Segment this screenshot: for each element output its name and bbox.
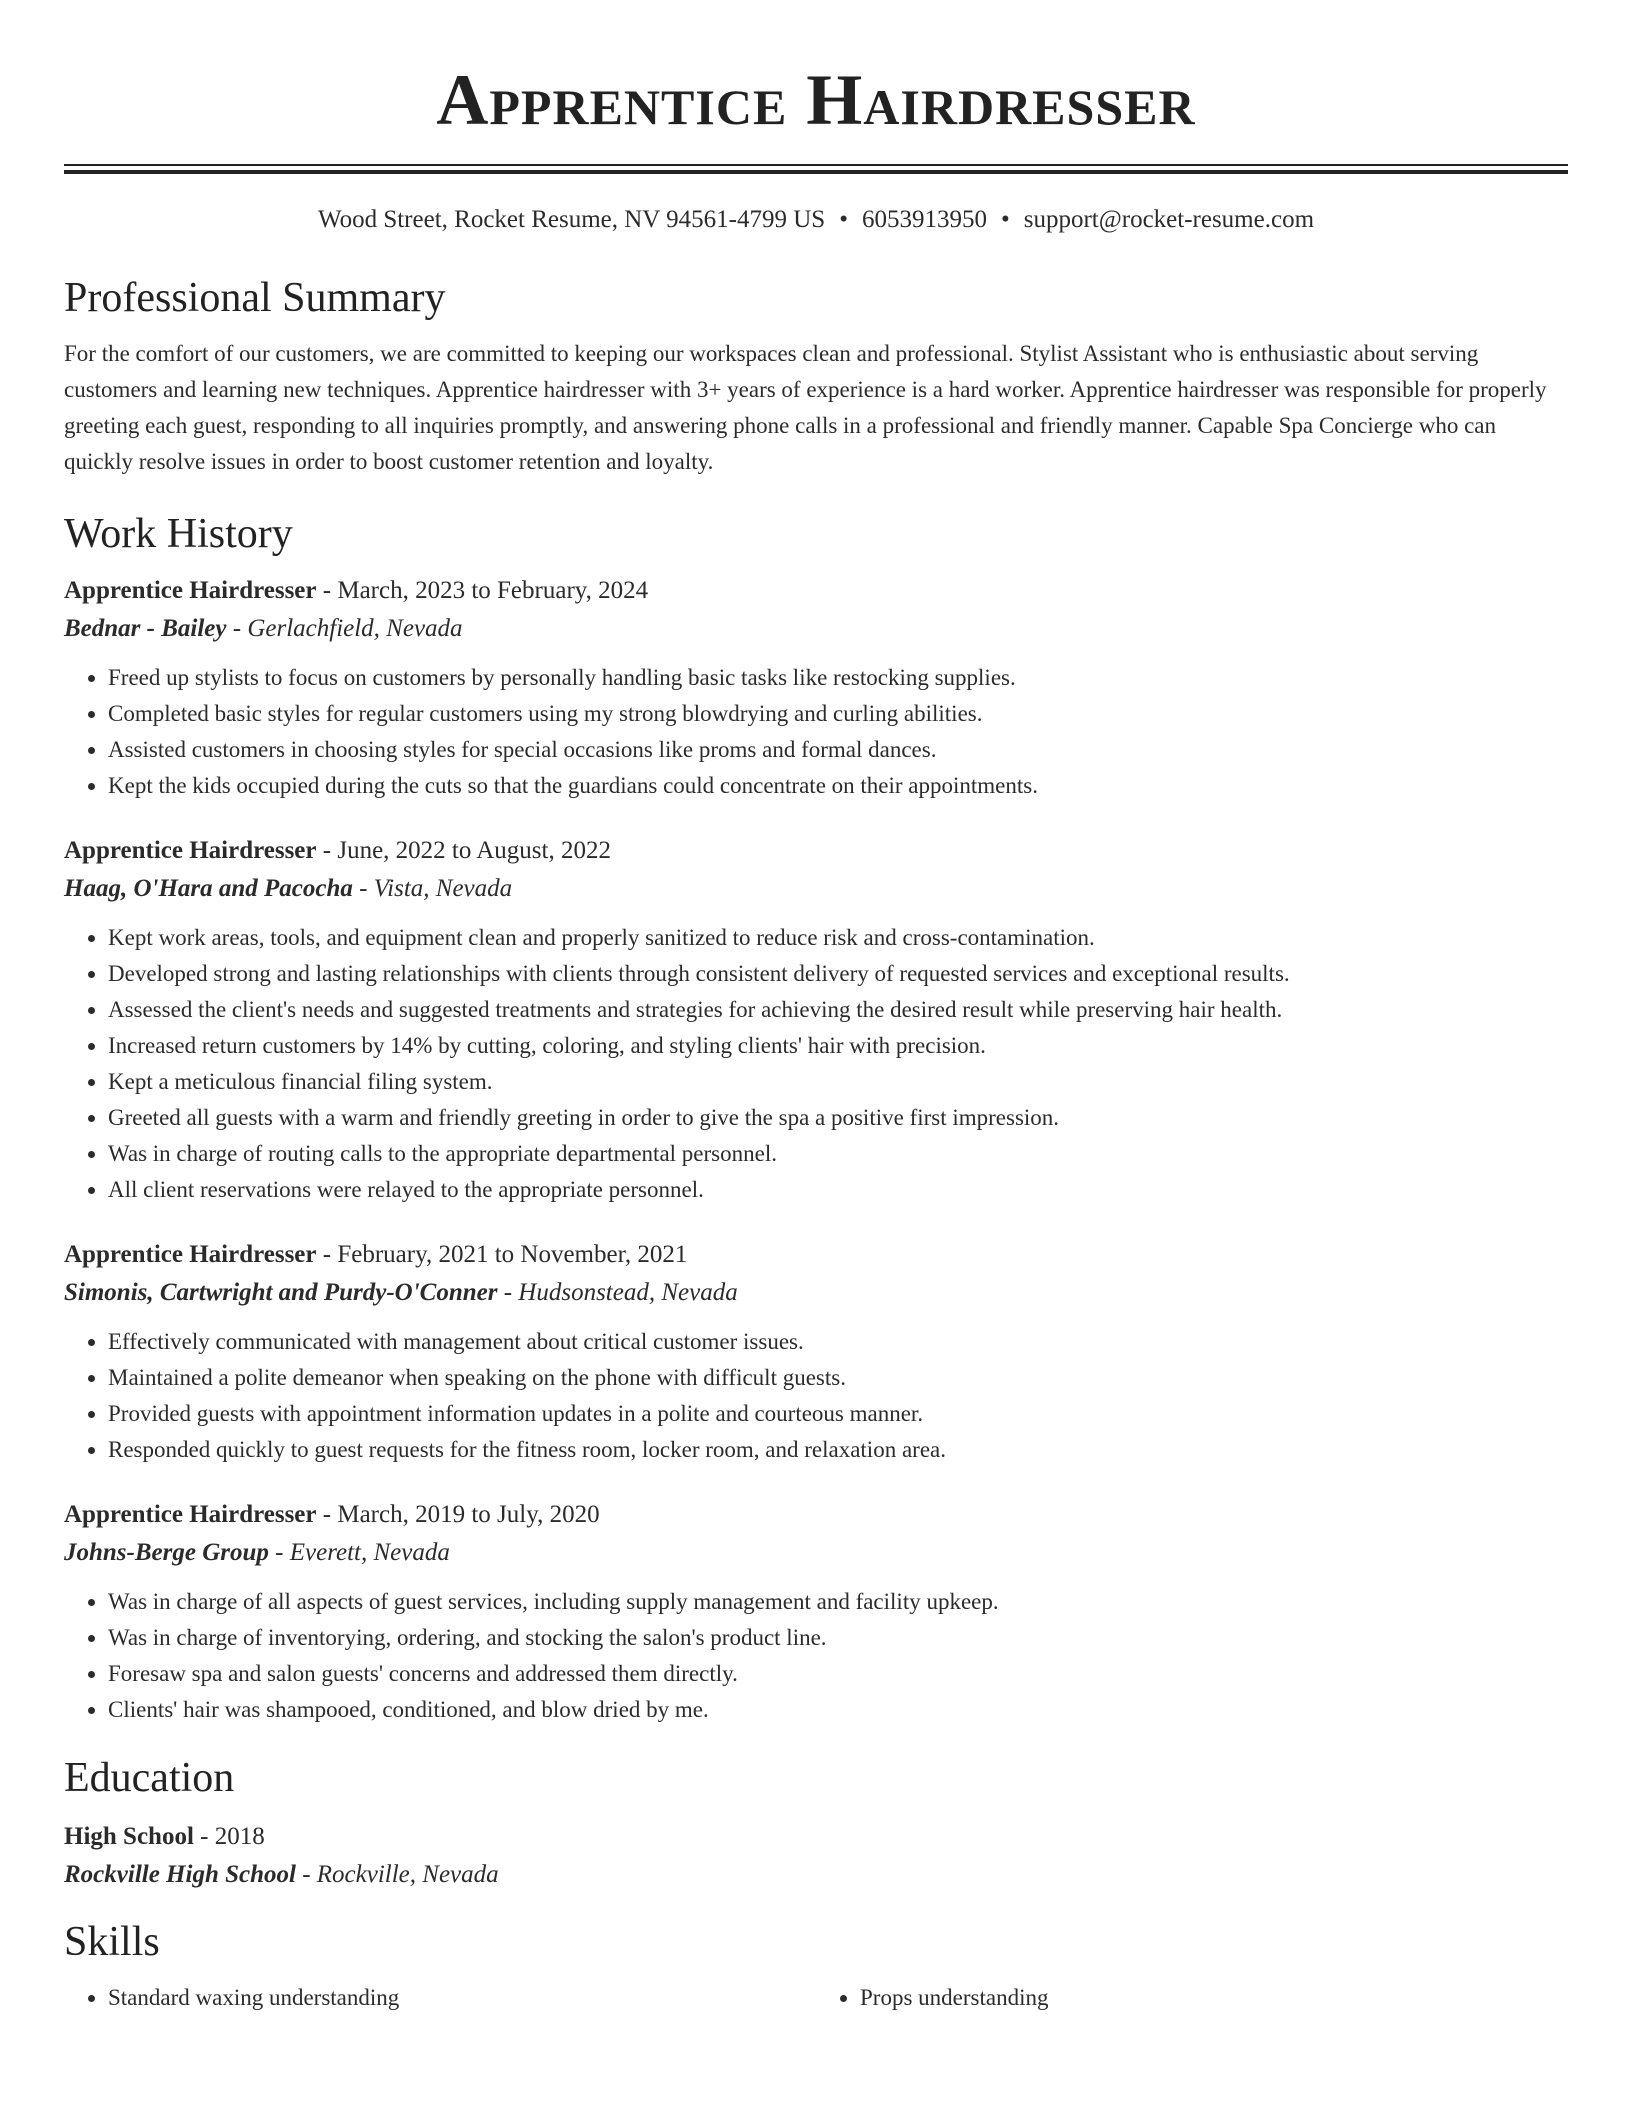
job-bullet: • Responded quickly to guest requests for the fitness room, locker room, and relaxation area. <box>108 1432 1568 1468</box>
job-bullet: • Effectively communicated with management about critical customer issues. <box>108 1324 1568 1360</box>
school-line <box>64 1856 1568 1894</box>
company-name: Haag, O'Hara and Pacocha <box>64 875 353 902</box>
skills-column-left <box>64 1980 816 2016</box>
degree-line <box>64 1818 1568 1856</box>
contact-email: support@rocket-resume.com <box>1023 206 1315 233</box>
job-bullets <box>64 660 1568 804</box>
job-bullet: • Kept work areas, tools, and equipment clean and properly sanitized to reduce risk and cross-contamination. <box>108 920 1568 956</box>
contact-separator: • <box>839 206 848 233</box>
company-line <box>64 870 1568 908</box>
job-entry <box>64 832 1568 1208</box>
degree-year: - 2018 <box>193 1823 265 1850</box>
job-title-line <box>64 1496 1568 1534</box>
resume-title: Apprentice Hairdresser <box>436 60 1196 140</box>
job-bullets <box>64 1584 1568 1728</box>
job-title-line <box>64 832 1568 870</box>
school-location: - Rockville, Nevada <box>295 1861 499 1888</box>
education-entry <box>64 1818 1568 1894</box>
job-bullet: • Was in charge of routing calls to the appropriate departmental personnel. <box>108 1136 1568 1172</box>
job-bullets <box>64 920 1568 1208</box>
company-name: Johns-Berge Group <box>64 1539 269 1566</box>
job-bullet: • Freed up stylists to focus on customers by personally handling basic tasks like restocking supplies. <box>108 660 1568 696</box>
job-bullet: • Developed strong and lasting relationships with clients through consistent delivery of requested services and exceptional results. <box>108 956 1568 992</box>
job-dates: - March, 2023 to February, 2024 <box>316 577 649 604</box>
skills-grid <box>64 1980 1568 2016</box>
skills-heading: Skills <box>64 1919 160 1965</box>
job-bullet: • Kept a meticulous financial filing system. <box>108 1064 1568 1100</box>
header-divider <box>64 164 1568 174</box>
job-entry <box>64 572 1568 804</box>
skill-item: • Props understanding <box>860 1980 1568 2016</box>
degree-name: High School <box>64 1823 194 1850</box>
job-dates: - February, 2021 to November, 2021 <box>316 1241 688 1268</box>
job-bullet: • All client reservations were relayed to the appropriate personnel. <box>108 1172 1568 1208</box>
job-title: Apprentice Hairdresser <box>64 837 317 864</box>
company-line <box>64 1534 1568 1572</box>
job-bullet: • Was in charge of inventorying, ordering, and stocking the salon's product line. <box>108 1620 1568 1656</box>
contact-address: Wood Street, Rocket Resume, NV 94561-4799 US <box>317 206 826 233</box>
company-location: - Hudsonstead, Nevada <box>497 1279 738 1306</box>
job-bullet: • Greeted all guests with a warm and friendly greeting in order to give the spa a positive first impression. <box>108 1100 1568 1136</box>
job-bullet: • Assisted customers in choosing styles for special occasions like proms and formal dances. <box>108 732 1568 768</box>
job-entry <box>64 1496 1568 1728</box>
company-location: - Gerlachfield, Nevada <box>226 615 463 642</box>
company-line <box>64 1274 1568 1312</box>
job-bullet: • Assessed the client's needs and suggested treatments and strategies for achieving the desired result while preserving hair health. <box>108 992 1568 1028</box>
work-history-heading: Work History <box>64 511 293 557</box>
work-history-section <box>64 508 1568 1728</box>
summary-heading: Professional Summary <box>64 275 446 321</box>
skills-column-right <box>816 1980 1568 2016</box>
job-title: Apprentice Hairdresser <box>64 1501 317 1528</box>
company-location: - Vista, Nevada <box>352 875 513 902</box>
job-bullets <box>64 1324 1568 1468</box>
job-bullet: • Completed basic styles for regular customers using my strong blowdrying and curling abilities. <box>108 696 1568 732</box>
job-bullet: • Foresaw spa and salon guests' concerns and addressed them directly. <box>108 1656 1568 1692</box>
summary-section <box>64 272 1568 480</box>
job-title-line <box>64 1236 1568 1274</box>
job-bullet: • Increased return customers by 14% by cutting, coloring, and styling clients' hair with precision. <box>108 1028 1568 1064</box>
job-bullet: • Kept the kids occupied during the cuts so that the guardians could concentrate on their appointments. <box>108 768 1568 804</box>
job-bullet: • Clients' hair was shampooed, conditioned, and blow dried by me. <box>108 1692 1568 1728</box>
job-bullet: • Maintained a polite demeanor when speaking on the phone with difficult guests. <box>108 1360 1568 1396</box>
education-section <box>64 1752 1568 1894</box>
skills-section <box>64 1916 1568 2016</box>
job-bullet: • Provided guests with appointment information updates in a polite and courteous manner. <box>108 1396 1568 1432</box>
contact-line <box>64 204 1568 236</box>
job-dates: - June, 2022 to August, 2022 <box>316 837 611 864</box>
skill-item: • Standard waxing understanding <box>108 1980 816 2016</box>
job-dates: - March, 2019 to July, 2020 <box>316 1501 600 1528</box>
company-name: Bednar - Bailey <box>64 615 227 642</box>
school-name: Rockville High School <box>64 1861 296 1888</box>
job-title: Apprentice Hairdresser <box>64 577 317 604</box>
summary-text: For the comfort of our customers, we are committed to keeping our workspaces clean and professional. Stylist Assistant who is enthusiastic about serving customers and learning new techniques. Apprentice hairdresser with 3+ years of experience is a hard worker. Apprentice hairdresser was responsible for properly greeting each guest, responding to all inquiries promptly, and answering phone calls in a professional and friendly manner. Capable Spa Concierge who can quickly resolve issues in order to boost customer retention and loyalty. <box>64 341 1547 474</box>
job-title: Apprentice Hairdresser <box>64 1241 317 1268</box>
company-name: Simonis, Cartwright and Purdy-O'Conner <box>64 1279 498 1306</box>
contact-separator: • <box>1000 206 1010 233</box>
job-bullet: • Was in charge of all aspects of guest services, including supply management and facility upkeep. <box>108 1584 1568 1620</box>
job-entry <box>64 1236 1568 1468</box>
contact-phone: 6053913950 <box>861 206 987 233</box>
education-heading: Education <box>64 1755 235 1801</box>
job-title-line <box>64 572 1568 610</box>
company-line <box>64 610 1568 648</box>
company-location: - Everett, Nevada <box>268 1539 450 1566</box>
